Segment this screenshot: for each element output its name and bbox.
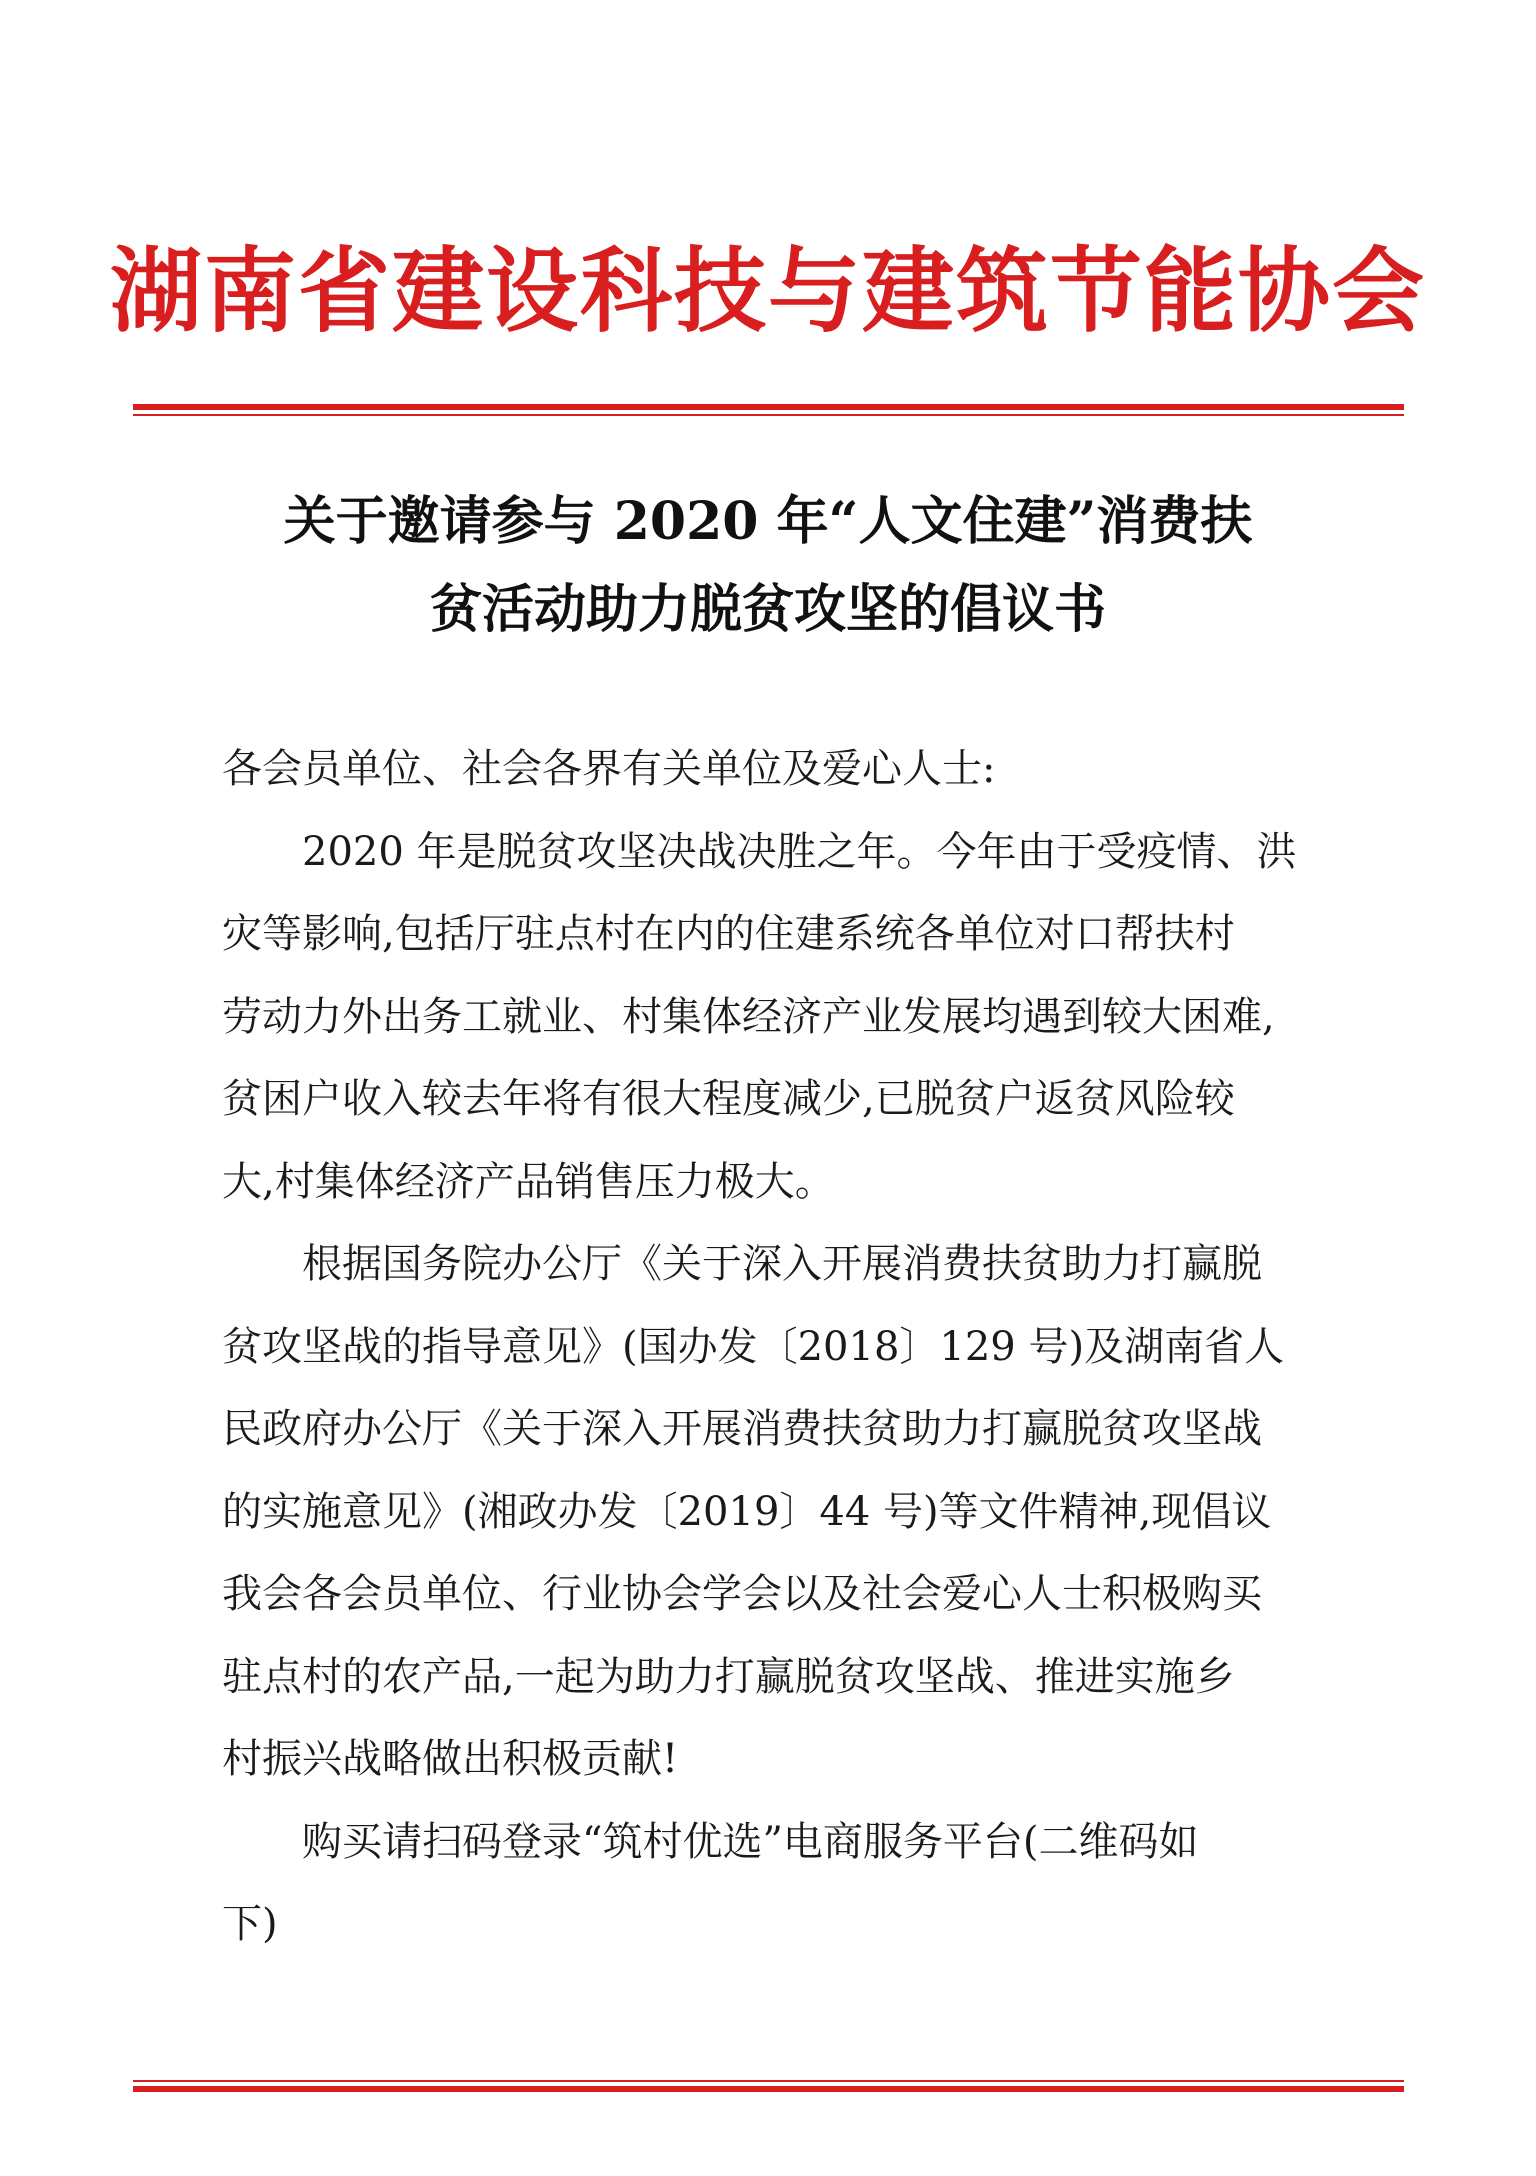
paragraph-2-line: 的实施意见》(湘政办发〔2019〕44 号)等文件精神,现倡议: [222, 1488, 1272, 1535]
letterhead-rule-thick: [133, 404, 1404, 410]
document-title-line-2: 贫活动助力脱贫攻坚的倡议书: [429, 579, 1106, 640]
document-title: [200, 478, 1336, 654]
salutation: 各会员单位、社会各界有关单位及爱心人士:: [222, 746, 996, 792]
paragraph-2-line: 村振兴战略做出积极贡献!: [222, 1736, 679, 1782]
paragraph-1-line: 2020 年是脱贫攻坚决战决胜之年。今年由于受疫情、洪: [222, 828, 1297, 875]
footer-rule-thick: [133, 2086, 1404, 2092]
footer-rule-thin: [133, 2080, 1404, 2082]
paragraph-3-line: 下): [222, 1901, 278, 1947]
document-title-line-1: 关于邀请参与 2020 年“人文住建”消费扶: [283, 491, 1253, 552]
paragraph-3-line: 购买请扫码登录“筑村优选”电商服务平台(二维码如: [222, 1818, 1199, 1865]
paragraph-1-line: 劳动力外出务工就业、村集体经济产业发展均遇到较大困难,: [222, 993, 1275, 1040]
paragraph-1-line: 灾等影响,包括厅驻点村在内的住建系统各单位对口帮扶村: [222, 911, 1235, 957]
paragraph-1-line: 大,村集体经济产品销售压力极大。: [222, 1158, 835, 1205]
paragraph-2-line: 民政府办公厅《关于深入开展消费扶贫助力打赢脱贫攻坚战: [222, 1406, 1262, 1452]
paragraph-2-line: 驻点村的农产品,一起为助力打赢脱贫攻坚战、推进实施乡: [222, 1653, 1235, 1700]
paragraph-2-line: 贫攻坚战的指导意见》(国办发〔2018〕129 号)及湖南省人: [222, 1323, 1285, 1370]
letterhead-organization-name: 湖南省建设科技与建筑节能协会: [109, 238, 1426, 345]
document-body: [222, 728, 1322, 1966]
letterhead-rule-thin: [133, 414, 1404, 416]
paragraph-1-line: 贫困户收入较去年将有很大程度减少,已脱贫户返贫风险较: [222, 1076, 1235, 1122]
paragraph-2-line: 我会各会员单位、行业协会学会以及社会爱心人士积极购买: [222, 1571, 1262, 1617]
paragraph-2-line: 根据国务院办公厅《关于深入开展消费扶贫助力打赢脱: [222, 1241, 1262, 1287]
